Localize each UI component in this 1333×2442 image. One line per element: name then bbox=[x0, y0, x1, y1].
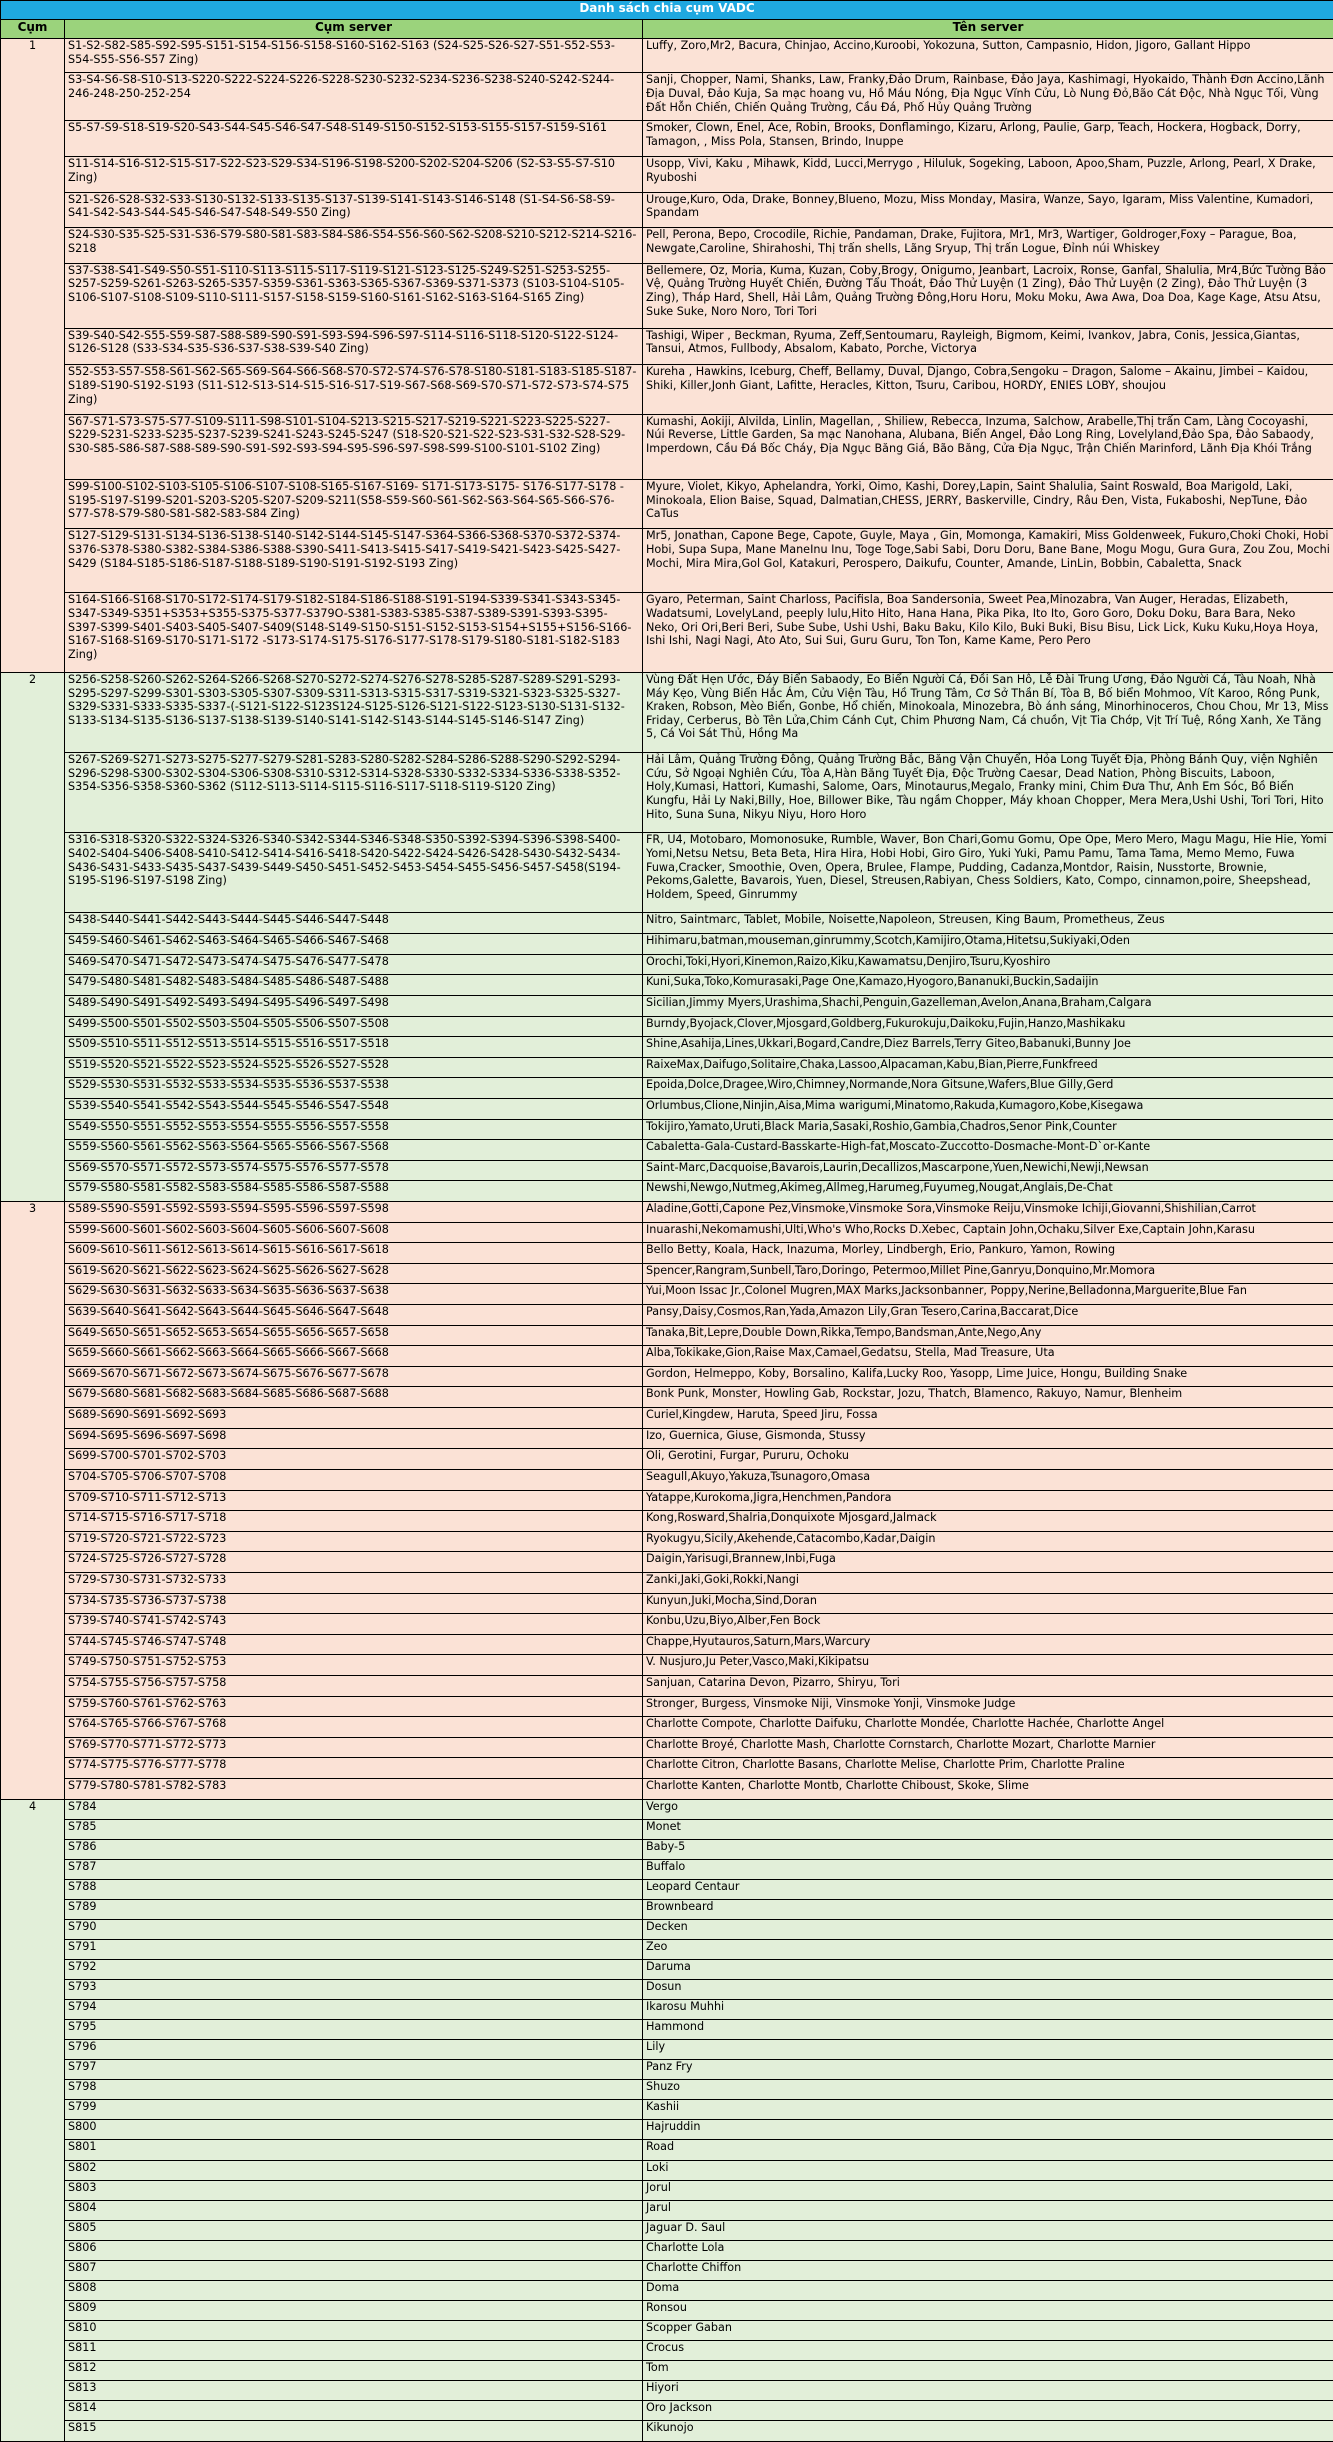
table-row bbox=[1, 2080, 1333, 2100]
server-name-cell: Hajruddin bbox=[643, 2120, 1333, 2140]
table-row bbox=[1, 365, 1333, 414]
table-row bbox=[1, 1016, 1333, 1037]
server-list-cell: S739-S740-S741-S742-S743 bbox=[65, 1614, 643, 1635]
server-list-cell: S814 bbox=[65, 2401, 643, 2421]
table-row bbox=[1, 753, 1333, 833]
server-name-cell: Burndy,Byojack,Clover,Mjosgard,Goldberg,Fukurokuju,Daikoku,Fujin,Hanzo,Mashikaku bbox=[643, 1016, 1333, 1037]
server-list-cell: S805 bbox=[65, 2220, 643, 2240]
header-row bbox=[1, 20, 1333, 39]
server-list-cell: S734-S735-S736-S737-S738 bbox=[65, 1593, 643, 1614]
server-list-cell: S719-S720-S721-S722-S723 bbox=[65, 1531, 643, 1552]
server-name-cell: Daigin,Yarisugi,Brannew,Inbi,Fuga bbox=[643, 1552, 1333, 1573]
server-name-cell: Hải Lâm, Quảng Trường Đông, Quảng Trường Bắc, Băng Vận Chuyển, Hỏa Long Tuyết Địa, Phòng Bánh Quy, viện Nghiên Cứu, Sở Ngoại Nghiên Cứu, Tòa A,Hàn Băng Tuyết Địa, Độc Trường Caesar, Dead Nation, Phòng Biscuits, Laboon, Holy,Kumasi, Hattori, Kumashi, Salome, Oars, Minotaurus,Megalo, Franky mini, Chim Đưa Thư, Anh Em Sóc, Bồ Biển Kungfu, Hải Ly Naki,Billy, Hoe, Billower Bike, Tàu ngầm Chopper, Máy khoan Chopper, Mera Mera,Ushi Ushi, Tori Tori, Hito Hito, Suna Suna, Nikyu Niyu, Horo Horo bbox=[643, 753, 1333, 833]
table-row bbox=[1, 328, 1333, 365]
server-list-cell: S5-S7-S9-S18-S19-S20-S43-S44-S45-S46-S47-S48-S149-S150-S152-S153-S155-S157-S159-S161 bbox=[65, 121, 643, 157]
server-name-cell: Charlotte Compote, Charlotte Daifuku, Charlotte Mondée, Charlotte Hachée, Charlotte Angel bbox=[643, 1717, 1333, 1738]
table-row bbox=[1, 2421, 1333, 2442]
server-list-cell: S3-S4-S6-S8-S10-S13-S220-S222-S224-S226-S228-S230-S232-S234-S236-S238-S240-S242-S244-246-248-250-252-254 bbox=[65, 73, 643, 121]
server-name-cell: Tom bbox=[643, 2360, 1333, 2380]
server-list-cell: S764-S765-S766-S767-S768 bbox=[65, 1717, 643, 1738]
server-list-cell: S694-S695-S696-S697-S698 bbox=[65, 1428, 643, 1449]
server-list-cell: S499-S500-S501-S502-S503-S504-S505-S506-S507-S508 bbox=[65, 1016, 643, 1037]
server-list-cell: S789 bbox=[65, 1899, 643, 1919]
table-row bbox=[1, 529, 1333, 593]
server-list-cell: S256-S258-S260-S262-S264-S266-S268-S270-S272-S274-S276-S278-S285-S287-S289-S291-S293-S295-S297-S299-S301-S303-S305-S307-S309-S311-S313-S315-S317-S319-S321-S323-S325-S327-S329-S331-S333-S335-S337-(-S121-S122-S123S124-S125-S126-S121-S122-S123-S130-S131-S132-S133-S134-S135-S136-S137-S138-S139-S140-S141-S142-S143-S144-S145-S146-S147 Zing) bbox=[65, 672, 643, 752]
server-name-cell: Ryokugyu,Sicily,Akehende,Catacombo,Kadar,Daigin bbox=[643, 1531, 1333, 1552]
server-list-cell: S589-S590-S591-S592-S593-S594-S595-S596-S597-S598 bbox=[65, 1201, 643, 1222]
server-list-cell: S793 bbox=[65, 1980, 643, 2000]
table-row bbox=[1, 1572, 1333, 1593]
table-row bbox=[1, 1758, 1333, 1779]
server-list-cell: S769-S770-S771-S772-S773 bbox=[65, 1737, 643, 1758]
server-list-cell: S539-S540-S541-S542-S543-S544-S545-S546-S547-S548 bbox=[65, 1098, 643, 1119]
server-name-cell: Kuni,Suka,Toko,Komurasaki,Page One,Kamazo,Hyogoro,Bananuki,Buckin,Sadaijin bbox=[643, 975, 1333, 996]
table-row bbox=[1, 2020, 1333, 2040]
table-row bbox=[1, 1655, 1333, 1676]
table-row bbox=[1, 2000, 1333, 2020]
server-list-cell: S809 bbox=[65, 2300, 643, 2320]
cluster-number: 4 bbox=[1, 1799, 65, 2441]
server-name-cell: Kikunojo bbox=[643, 2421, 1333, 2442]
table-row bbox=[1, 2320, 1333, 2340]
server-name-cell: Scopper Gaban bbox=[643, 2320, 1333, 2340]
table-row bbox=[1, 1919, 1333, 1939]
server-name-cell: Road bbox=[643, 2140, 1333, 2160]
table-row bbox=[1, 1222, 1333, 1243]
table-body bbox=[1, 39, 1333, 2442]
table-row bbox=[1, 1243, 1333, 1264]
table-row bbox=[1, 2060, 1333, 2080]
table-row bbox=[1, 1057, 1333, 1078]
server-name-cell: RaixeMax,Daifugo,Solitaire,Chaka,Lassoo,Alpacaman,Kabu,Bian,Pierre,Funkfreed bbox=[643, 1057, 1333, 1078]
table-row bbox=[1, 1511, 1333, 1532]
server-list-cell: S744-S745-S746-S747-S748 bbox=[65, 1634, 643, 1655]
server-list-cell: S800 bbox=[65, 2120, 643, 2140]
server-name-cell: Usopp, Vivi, Kaku , Mihawk, Kidd, Lucci,Merrygo , Hiluluk, Sogeking, Laboon, Apoo,Sham, Puzzle, Arlong, Pearl, X Drake, Ryuboshi bbox=[643, 156, 1333, 192]
server-name-cell: Shine,Asahija,Lines,Ukkari,Bogard,Candre,Diez Barrels,Terry Giteo,Babanuki,Bunny Joe bbox=[643, 1037, 1333, 1058]
server-name-cell: Dosun bbox=[643, 1980, 1333, 2000]
server-list-cell: S794 bbox=[65, 2000, 643, 2020]
table-row bbox=[1, 1614, 1333, 1635]
table-row bbox=[1, 2340, 1333, 2360]
table-row bbox=[1, 228, 1333, 264]
table-row bbox=[1, 1634, 1333, 1655]
server-name-cell: Kureha , Hawkins, Iceburg, Cheff, Bellamy, Duval, Django, Cobra,Sengoku – Dragon, Salome – Akainu, Jimbei – Kaidou, Shiki, Killer,Jonh Giant, Lafitte, Heracles, Kitton, Tsuru, Caribou, HORDY, ENIES LOBY, shoujou bbox=[643, 365, 1333, 414]
server-list-cell: S519-S520-S521-S522-S523-S524-S525-S526-S527-S528 bbox=[65, 1057, 643, 1078]
server-name-cell: Zanki,Jaki,Goki,Rokki,Nangi bbox=[643, 1572, 1333, 1593]
table-row bbox=[1, 1037, 1333, 1058]
server-list-cell: S801 bbox=[65, 2140, 643, 2160]
server-name-cell: Hammond bbox=[643, 2020, 1333, 2040]
server-list-cell: S639-S640-S641-S642-S643-S644-S645-S646-S647-S648 bbox=[65, 1305, 643, 1326]
server-list-cell: S529-S530-S531-S532-S533-S534-S535-S536-S537-S538 bbox=[65, 1078, 643, 1099]
server-name-cell: Sanji, Chopper, Nami, Shanks, Law, Franky,Đảo Drum, Rainbase, Đảo Jaya, Kashimagi, Hyokaido, Thành Đơn Accino,Lãnh Địa Duval, Đảo Kuja, Sa mạc hoang vu, Hồ Máu Nóng, Địa Ngục Vĩnh Cửu, Lò Nung Đỏ,Bão Cát Độc, Nhà Ngục Tối, Vùng Đất Hỗn Chiến, Chiến Quảng Trường, Cầu Đá, Phố Hủy Quảng Trường bbox=[643, 73, 1333, 121]
server-name-cell: Baby-5 bbox=[643, 1839, 1333, 1859]
server-list-cell: S599-S600-S601-S602-S603-S604-S605-S606-S607-S608 bbox=[65, 1222, 643, 1243]
server-name-cell: Shuzo bbox=[643, 2080, 1333, 2100]
server-name-cell: Tanaka,Bit,Lepre,Double Down,Rikka,Tempo,Bandsman,Ante,Nego,Any bbox=[643, 1325, 1333, 1346]
server-name-cell: Charlotte Chiffon bbox=[643, 2260, 1333, 2280]
server-list-cell: S569-S570-S571-S572-S573-S574-S575-S576-S577-S578 bbox=[65, 1160, 643, 1181]
table-row bbox=[1, 2260, 1333, 2280]
table-row bbox=[1, 1346, 1333, 1367]
server-name-cell: Kong,Rosward,Shalria,Donquixote Mjosgard,Jalmack bbox=[643, 1511, 1333, 1532]
table-row bbox=[1, 1408, 1333, 1429]
server-list-cell: S799 bbox=[65, 2100, 643, 2120]
server-name-cell: Inuarashi,Nekomamushi,Ulti,Who's Who,Rocks D.Xebec, Captain John,Ochaku,Silver Exe,Captain John,Karasu bbox=[643, 1222, 1333, 1243]
server-list-cell: S803 bbox=[65, 2180, 643, 2200]
server-name-cell: Vùng Đất Hẹn Ước, Đáy Biển Sabaody, Eo Biển Người Cá, Đồi San Hô, Lễ Đài Trung Ương, Đảo Người Cá, Tàu Noah, Nhà Máy Kẹo, Vùng Biển Hắc Ám, Cửu Viện Tàu, Hồ Trung Tâm, Cơ Sở Thần Bí, Tòa B, Bố biển Mohmoo, Vít Karoo, Rồng Punk, Kraken, Robson, Mèo Biển, Gonbe, Hổ chiến, Minokoala, Minozebra, Bò ánh sáng, Minorhinoceros, Chou Chou, Mr 13, Miss Friday, Cerberus, Bò Tên Lửa,Chim Cánh Cụt, Chim Phương Nam, Cá chuồn, Vịt Tia Chớp, Vịt Trí Tuệ, Rồng Xanh, Xe Tăng 5, Cá Voi Sát Thủ, Hồng Ma bbox=[643, 672, 1333, 752]
table-row bbox=[1, 2220, 1333, 2240]
table-row bbox=[1, 414, 1333, 479]
server-name-cell: Mr5, Jonathan, Capone Bege, Capote, Guyle, Maya , Gin, Momonga, Kamakiri, Miss Goldenweek, Fukuro,Choki Choki, Hobi Hobi, Supa Supa, Mane ManeInu Inu, Toge Toge,Sabi Sabi, Doru Doru, Bane Bane, Mogu Mogu, Gura Gura, Zou Zou, Mochi Mochi, Mira Mira,Gol Gol, Katakuri, Perospero, Daikufu, Counter, Amande, LinLin, Bobbin, Cabaletta, Snack bbox=[643, 529, 1333, 593]
server-list-cell: S812 bbox=[65, 2360, 643, 2380]
server-name-cell: Seagull,Akuyo,Yakuza,Tsunagoro,Omasa bbox=[643, 1469, 1333, 1490]
table-row bbox=[1, 1305, 1333, 1326]
server-name-cell: Vergo bbox=[643, 1799, 1333, 1819]
table-row bbox=[1, 593, 1333, 672]
server-name-cell: Charlotte Citron, Charlotte Basans, Charlotte Melise, Charlotte Prim, Charlotte Praline bbox=[643, 1758, 1333, 1779]
server-list-cell: S811 bbox=[65, 2340, 643, 2360]
header-server: Cụm server bbox=[65, 20, 643, 39]
server-name-cell: Orlumbus,Clione,Ninjin,Aisa,Mima warigumi,Minatomo,Rakuda,Kumagoro,Kobe,Kisegawa bbox=[643, 1098, 1333, 1119]
table-row bbox=[1, 1676, 1333, 1697]
table-row bbox=[1, 2120, 1333, 2140]
server-name-cell: Sicilian,Jimmy Myers,Urashima,Shachi,Penguin,Gazelleman,Avelon,Anana,Braham,Calgara bbox=[643, 995, 1333, 1016]
table-row bbox=[1, 1839, 1333, 1859]
server-name-cell: Loki bbox=[643, 2160, 1333, 2180]
server-list-cell: S629-S630-S631-S632-S633-S634-S635-S636-S637-S638 bbox=[65, 1284, 643, 1305]
table-row bbox=[1, 1140, 1333, 1161]
server-list-cell: S798 bbox=[65, 2080, 643, 2100]
title-row bbox=[1, 1, 1333, 20]
server-list-cell: S797 bbox=[65, 2060, 643, 2080]
server-list-cell: S810 bbox=[65, 2320, 643, 2340]
server-list-cell: S67-S71-S73-S75-S77-S109-S111-S98-S101-S104-S213-S215-S217-S219-S221-S223-S225-S227-S229-S231-S233-S235-S237-S239-S241-S243-S245-S247 (S18-S20-S21-S22-S23-S31-S32-S28-S29-S30-S85-S86-S87-S88-S89-S90-S91-S92-S93-S94-S95-S96-S97-S98-S99-S100-S101-S102 Zing) bbox=[65, 414, 643, 479]
table-row bbox=[1, 954, 1333, 975]
table-row bbox=[1, 995, 1333, 1016]
server-name-cell: Ronsou bbox=[643, 2300, 1333, 2320]
server-list-cell: S549-S550-S551-S552-S553-S554-S555-S556-S557-S558 bbox=[65, 1119, 643, 1140]
server-name-cell: Yatappe,Kurokoma,Jigra,Henchmen,Pandora bbox=[643, 1490, 1333, 1511]
server-list-cell: S813 bbox=[65, 2381, 643, 2401]
table-row bbox=[1, 1737, 1333, 1758]
server-list-cell: S37-S38-S41-S49-S50-S51-S110-S113-S115-S117-S119-S121-S123-S125-S249-S251-S253-S255-S257-S259-S261-S263-S265-S357-S359-S361-S363-S365-S367-S369-S371-S373 (S103-S104-S105-S106-S107-S108-S109-S110-S111-S157-S158-S159-S160-S161-S162-S163-S164-S165 Zing) bbox=[65, 263, 643, 328]
table-row bbox=[1, 2100, 1333, 2120]
server-name-cell: Gyaro, Peterman, Saint Charloss, Pacifisla, Boa Sandersonia, Sweet Pea,Minozabra, Van Auger, Heradas, Elizabeth, Wadatsumi, LovelyLand, peeply lulu,Hito Hito, Hana Hana, Pika Pika, Ito Ito, Goro Goro, Doku Doku, Bara Bara, Neko Neko, Ori Ori,Beri Beri, Sube Sube, Ushi Ushi, Baku Baku, Kilo Kilo, Buki Buki, Bisu Bisu, Lick Lick, Kuku Kuku,Hoya Hoya, Ishi Ishi, Nagi Nagi, Ato Ato, Sui Sui, Guru Guru, Ton Ton, Kame Kame, Pero Pero bbox=[643, 593, 1333, 672]
server-name-cell: Hiyori bbox=[643, 2381, 1333, 2401]
table-row bbox=[1, 2200, 1333, 2220]
server-name-cell: Spencer,Rangram,Sunbell,Taro,Doringo, Petermoo,Millet Pine,Ganryu,Donquino,Mr.Momora bbox=[643, 1263, 1333, 1284]
server-name-cell: Aladine,Gotti,Capone Pez,Vinsmoke,Vinsmoke Sora,Vinsmoke Reiju,Vinsmoke Ichiji,Giovanni,Shishilian,Carrot bbox=[643, 1201, 1333, 1222]
server-name-cell: Ikarosu Muhhi bbox=[643, 2000, 1333, 2020]
server-name-cell: Cabaletta-Gala-Custard-Basskarte-High-fat,Moscato-Zuccotto-Dosmache-Mont-D`or-Kante bbox=[643, 1140, 1333, 1161]
table-row bbox=[1, 1779, 1333, 1800]
server-name-cell: Bonk Punk, Monster, Howling Gab, Rockstar, Jozu, Thatch, Blamenco, Rakuyo, Namur, Blenheim bbox=[643, 1387, 1333, 1408]
server-name-cell: V. Nusjuro,Ju Peter,Vasco,Maki,Kikipatsu bbox=[643, 1655, 1333, 1676]
server-list-cell: S788 bbox=[65, 1879, 643, 1899]
server-list-cell: S792 bbox=[65, 1960, 643, 1980]
server-name-cell: Lily bbox=[643, 2040, 1333, 2060]
table-row bbox=[1, 934, 1333, 955]
table-row bbox=[1, 1552, 1333, 1573]
server-list-cell: S609-S610-S611-S612-S613-S614-S615-S616-S617-S618 bbox=[65, 1243, 643, 1264]
server-name-cell: Urouge,Kuro, Oda, Drake, Bonney,Blueno, Mozu, Miss Monday, Masira, Wanze, Sayo, Igaram, Miss Valentine, Kumadori, Spandam bbox=[643, 192, 1333, 228]
server-list-cell: S509-S510-S511-S512-S513-S514-S515-S516-S517-S518 bbox=[65, 1037, 643, 1058]
server-list-cell: S786 bbox=[65, 1839, 643, 1859]
server-name-cell: Izo, Guernica, Giuse, Gismonda, Stussy bbox=[643, 1428, 1333, 1449]
table-row bbox=[1, 2040, 1333, 2060]
server-name-cell: Orochi,Toki,Hyori,Kinemon,Raizo,Kiku,Kawamatsu,Denjiro,Tsuru,Kyoshiro bbox=[643, 954, 1333, 975]
table-row bbox=[1, 1387, 1333, 1408]
table-row bbox=[1, 2160, 1333, 2180]
table-row bbox=[1, 1263, 1333, 1284]
table-row bbox=[1, 1469, 1333, 1490]
server-list-cell: S804 bbox=[65, 2200, 643, 2220]
server-list-cell: S795 bbox=[65, 2020, 643, 2040]
table-row bbox=[1, 975, 1333, 996]
server-name-cell: Charlotte Lola bbox=[643, 2240, 1333, 2260]
table-row bbox=[1, 2240, 1333, 2260]
table-row bbox=[1, 1284, 1333, 1305]
server-name-cell: Leopard Centaur bbox=[643, 1879, 1333, 1899]
server-name-cell: Charlotte Broyé, Charlotte Mash, Charlotte Cornstarch, Charlotte Mozart, Charlotte Marnier bbox=[643, 1737, 1333, 1758]
server-name-cell: Pansy,Daisy,Cosmos,Ran,Yada,Amazon Lily,Gran Tesero,Carina,Baccarat,Dice bbox=[643, 1305, 1333, 1326]
table-row bbox=[1, 1980, 1333, 2000]
server-name-cell: Crocus bbox=[643, 2340, 1333, 2360]
server-list-cell: S754-S755-S756-S757-S758 bbox=[65, 1676, 643, 1697]
server-name-cell: Buffalo bbox=[643, 1859, 1333, 1879]
server-name-cell: Oro Jackson bbox=[643, 2401, 1333, 2421]
server-list-cell: S759-S760-S761-S762-S763 bbox=[65, 1696, 643, 1717]
server-name-cell: Kumashi, Aokiji, Alvilda, Linlin, Magellan, , Shiliew, Rebecca, Inzuma, Salchow, Arabelle,Thị trấn Cam, Làng Cocoyashi, Núi Reverse, Little Garden, Sa mạc Nanohana, Alubana, Biển Angel, Đảo Long Ring, Lovelyland,Đảo Spa, Đảo Sabaody, Imperdown, Cầu Đá Bốc Cháy, Địa Ngục Băng Giá, Bão Băng, Cửa Địa Ngục, Trận Chiến Marinford, Lãnh Địa Khói Trắng bbox=[643, 414, 1333, 479]
server-name-cell: Luffy, Zoro,Mr2, Bacura, Chinjao, Accino,Kuroobi, Yokozuna, Sutton, Campasnio, Hidon, Jigoro, Gallant Hippo bbox=[643, 39, 1333, 73]
table-row bbox=[1, 672, 1333, 752]
header-cum: Cụm bbox=[1, 20, 65, 39]
table-row bbox=[1, 1160, 1333, 1181]
server-name-cell: Yui,Moon Issac Jr.,Colonel Mugren,MAX Marks,Jacksonbanner, Poppy,Nerine,Belladonna,Marguerite,Blue Fan bbox=[643, 1284, 1333, 1305]
server-list-cell: S815 bbox=[65, 2421, 643, 2442]
server-name-cell: FR, U4, Motobaro, Momonosuke, Rumble, Waver, Bon Chari,Gomu Gomu, Ope Ope, Mero Mero, Magu Magu, Hie Hie, Yomi Yomi,Netsu Netsu, Beta Beta, Hira Hira, Hobi Hobi, Giro Giro, Yuki Yuki, Pamu Pamu, Tama Tama, Memo Memo, Fuwa Fuwa,Cracker, Smoothie, Oven, Opera, Brulee, Flampe, Pudding, Cadanza,Montdor, Raisin, Nusstorte, Brownie, Pekoms,Galette, Bavarois, Yuen, Diesel, Streusen,Rabiyan, Chess Soldiers, Kato, Compo, cinnamon,poire, Sheepshead, Holdem, Speed, Ginrummy bbox=[643, 833, 1333, 913]
server-list-cell: S729-S730-S731-S732-S733 bbox=[65, 1572, 643, 1593]
cluster-number: 3 bbox=[1, 1201, 65, 1799]
server-list-cell: S52-S53-S57-S58-S61-S62-S65-S69-S64-S66-S68-S70-S72-S74-S76-S78-S180-S181-S183-S185-S187-S189-S190-S192-S193 (S11-S12-S13-S14-S15-S16-S17-S19-S67-S68-S69-S70-S71-S72-S73-S74-S75 Zing) bbox=[65, 365, 643, 414]
table-row bbox=[1, 1201, 1333, 1222]
server-list-cell: S127-S129-S131-S134-S136-S138-S140-S142-S144-S145-S147-S364-S366-S368-S370-S372-S374-S376-S378-S380-S382-S384-S386-S388-S390-S411-S413-S415-S417-S419-S421-S423-S425-S427-S429 (S184-S185-S186-S187-S188-S189-S190-S191-S192-S193 Zing) bbox=[65, 529, 643, 593]
table-row bbox=[1, 480, 1333, 529]
server-name-cell: Brownbeard bbox=[643, 1899, 1333, 1919]
table-row bbox=[1, 2401, 1333, 2421]
table-row bbox=[1, 1325, 1333, 1346]
server-list-cell: S39-S40-S42-S55-S59-S87-S88-S89-S90-S91-S93-S94-S96-S97-S114-S116-S118-S120-S122-S124-S126-S128 (S33-S34-S35-S36-S37-S38-S39-S40 Zing) bbox=[65, 328, 643, 365]
table-row bbox=[1, 1449, 1333, 1470]
table-row bbox=[1, 2280, 1333, 2300]
table-row bbox=[1, 1717, 1333, 1738]
server-name-cell: Jarul bbox=[643, 2200, 1333, 2220]
server-list-cell: S784 bbox=[65, 1799, 643, 1819]
table-row bbox=[1, 263, 1333, 328]
server-list-cell: S709-S710-S711-S712-S713 bbox=[65, 1490, 643, 1511]
server-list-cell: S790 bbox=[65, 1919, 643, 1939]
table-row bbox=[1, 1879, 1333, 1899]
server-list-cell: S21-S26-S28-S32-S33-S130-S132-S133-S135-S137-S139-S141-S143-S146-S148 (S1-S4-S6-S8-S9-S41-S42-S43-S44-S45-S46-S47-S48-S49-S50 Zing) bbox=[65, 192, 643, 228]
server-list-cell: S489-S490-S491-S492-S493-S494-S495-S496-S497-S498 bbox=[65, 995, 643, 1016]
server-name-cell: Doma bbox=[643, 2280, 1333, 2300]
table-row bbox=[1, 39, 1333, 73]
server-name-cell: Chappe,Hyutauros,Saturn,Mars,Warcury bbox=[643, 1634, 1333, 1655]
server-name-cell: Alba,Tokikake,Gion,Raise Max,Camael,Gedatsu, Stella, Mad Treasure, Uta bbox=[643, 1346, 1333, 1367]
table-row bbox=[1, 121, 1333, 157]
server-list-cell: S774-S775-S776-S777-S778 bbox=[65, 1758, 643, 1779]
table-row bbox=[1, 1078, 1333, 1099]
table-row bbox=[1, 1819, 1333, 1839]
server-list-cell: S785 bbox=[65, 1819, 643, 1839]
server-list-cell: S714-S715-S716-S717-S718 bbox=[65, 1511, 643, 1532]
table-row bbox=[1, 2140, 1333, 2160]
server-list-cell: S619-S620-S621-S622-S623-S624-S625-S626-S627-S628 bbox=[65, 1263, 643, 1284]
server-list-cell: S267-S269-S271-S273-S275-S277-S279-S281-S283-S280-S282-S284-S286-S288-S290-S292-S294-S296-S298-S300-S302-S304-S306-S308-S310-S312-S314-S328-S330-S332-S334-S336-S338-S352-S354-S356-S358-S360-S362 (S112-S113-S114-S115-S116-S117-S118-S119-S120 Zing) bbox=[65, 753, 643, 833]
cluster-number: 2 bbox=[1, 672, 65, 1201]
cluster-number: 1 bbox=[1, 39, 65, 673]
server-list-cell: S659-S660-S661-S662-S663-S664-S665-S666-S667-S668 bbox=[65, 1346, 643, 1367]
table-row bbox=[1, 1939, 1333, 1959]
server-name-cell: Jaguar D. Saul bbox=[643, 2220, 1333, 2240]
server-list-cell: S749-S750-S751-S752-S753 bbox=[65, 1655, 643, 1676]
server-name-cell: Zeo bbox=[643, 1939, 1333, 1959]
server-name-cell: Sanjuan, Catarina Devon, Pizarro, Shiryu, Tori bbox=[643, 1676, 1333, 1697]
server-name-cell: Stronger, Burgess, Vinsmoke Niji, Vinsmoke Yonji, Vinsmoke Judge bbox=[643, 1696, 1333, 1717]
server-list-cell: S1-S2-S82-S85-S92-S95-S151-S154-S156-S158-S160-S162-S163 (S24-S25-S26-S27-S51-S52-S53-S54-S55-S56-S57 Zing) bbox=[65, 39, 643, 73]
server-list-cell: S808 bbox=[65, 2280, 643, 2300]
table-row bbox=[1, 1696, 1333, 1717]
table-row bbox=[1, 2360, 1333, 2380]
server-name-cell: Myure, Violet, Kikyo, Aphelandra, Yorki, Oimo, Kashi, Dorey,Lapin, Saint Shalulia, Saint Roswald, Boa Marigold, Laki, Minokoala, Elion Baise, Squad, Dalmatian,CHESS, JERRY, Baskerville, Cindry, Râu Đen, Vista, Fukaboshi, NepTune, Đảo CaTus bbox=[643, 480, 1333, 529]
table-row bbox=[1, 1531, 1333, 1552]
table-row bbox=[1, 2381, 1333, 2401]
server-list-cell: S807 bbox=[65, 2260, 643, 2280]
server-name-cell: Newshi,Newgo,Nutmeg,Akimeg,Allmeg,Harumeg,Fuyumeg,Nougat,Anglais,De-Chat bbox=[643, 1181, 1333, 1202]
server-list-cell: S806 bbox=[65, 2240, 643, 2260]
server-name-cell: Saint-Marc,Dacquoise,Bavarois,Laurin,Decallizos,Mascarpone,Yuen,Newichi,Newji,Newsan bbox=[643, 1160, 1333, 1181]
table-row bbox=[1, 1899, 1333, 1919]
server-name-cell: Hihimaru,batman,mouseman,ginrummy,Scotch,Kamijiro,Otama,Hitetsu,Sukiyaki,Oden bbox=[643, 934, 1333, 955]
server-list-cell: S316-S318-S320-S322-S324-S326-S340-S342-S344-S346-S348-S350-S392-S394-S396-S398-S400-S402-S404-S406-S408-S410-S412-S414-S416-S418-S420-S422-S424-S426-S428-S430-S432-S434-S436-S431-S433-S435-S437-S439-S449-S450-S451-S452-S453-S454-S455-S456-S457-S458(S194-S195-S196-S197-S198 Zing) bbox=[65, 833, 643, 913]
server-name-cell: Tashigi, Wiper , Beckman, Ryuma, Zeff,Sentoumaru, Rayleigh, Bigmom, Keimi, Ivankov, Jabra, Conis, Jessica,Giantas, Tansui, Atmos, Fullbody, Absalom, Kabato, Porche, Victorya bbox=[643, 328, 1333, 365]
table-row bbox=[1, 2180, 1333, 2200]
table-row bbox=[1, 1799, 1333, 1819]
server-list-cell: S704-S705-S706-S707-S708 bbox=[65, 1469, 643, 1490]
server-list-cell: S689-S690-S691-S692-S693 bbox=[65, 1408, 643, 1429]
server-name-cell: Decken bbox=[643, 1919, 1333, 1939]
table-row bbox=[1, 1366, 1333, 1387]
table-row bbox=[1, 2300, 1333, 2320]
server-name-cell: Bello Betty, Koala, Hack, Inazuma, Morley, Lindbergh, Erio, Pankuro, Yamon, Rowing bbox=[643, 1243, 1333, 1264]
server-list-cell: S802 bbox=[65, 2160, 643, 2180]
table-row bbox=[1, 156, 1333, 192]
server-list-cell: S559-S560-S561-S562-S563-S564-S565-S566-S567-S568 bbox=[65, 1140, 643, 1161]
table-row bbox=[1, 913, 1333, 934]
server-list-cell: S679-S680-S681-S682-S683-S684-S685-S686-S687-S688 bbox=[65, 1387, 643, 1408]
server-name-cell: Nitro, Saintmarc, Tablet, Mobile, Noisette,Napoleon, Streusen, King Baum, Prometheus, Zeus bbox=[643, 913, 1333, 934]
server-list-cell: S791 bbox=[65, 1939, 643, 1959]
header-ten: Tên server bbox=[643, 20, 1333, 39]
table-row bbox=[1, 73, 1333, 121]
server-list-cell: S579-S580-S581-S582-S583-S584-S585-S586-S587-S588 bbox=[65, 1181, 643, 1202]
server-list-cell: S649-S650-S651-S652-S653-S654-S655-S656-S657-S658 bbox=[65, 1325, 643, 1346]
server-list-cell: S11-S14-S16-S12-S15-S17-S22-S23-S29-S34-S196-S198-S200-S202-S204-S206 (S2-S3-S5-S7-S10 Zing) bbox=[65, 156, 643, 192]
server-name-cell: Gordon, Helmeppo, Koby, Borsalino, Kalifa,Lucky Roo, Yasopp, Lime Juice, Hongu, Building Snake bbox=[643, 1366, 1333, 1387]
table-title: Danh sách chia cụm VADC bbox=[1, 1, 1333, 20]
server-name-cell: Pell, Perona, Bepo, Crocodile, Richie, Pandaman, Drake, Fujitora, Mr1, Mr3, Wartiger, Goldroger,Foxy – Parague, Boa, Newgate,Caroline, Shirahoshi, Thị trấn shells, Lãng Sryup, Thị trấn Logue, Đỉnh núi Whiskey bbox=[643, 228, 1333, 264]
table-row bbox=[1, 1428, 1333, 1449]
server-name-cell: Jorul bbox=[643, 2180, 1333, 2200]
server-list-cell: S479-S480-S481-S482-S483-S484-S485-S486-S487-S488 bbox=[65, 975, 643, 996]
table-row bbox=[1, 1119, 1333, 1140]
server-name-cell: Panz Fry bbox=[643, 2060, 1333, 2080]
table-row bbox=[1, 1181, 1333, 1202]
server-list-cell: S459-S460-S461-S462-S463-S464-S465-S466-S467-S468 bbox=[65, 934, 643, 955]
server-name-cell: Daruma bbox=[643, 1960, 1333, 1980]
server-list-cell: S164-S166-S168-S170-S172-S174-S179-S182-S184-S186-S188-S191-S194-S339-S341-S343-S345-S347-S349-S351+S353+S355-S375-S377-S379O-S381-S383-S385-S387-S389-S391-S393-S395-S397-S399-S401-S403-S405-S407-S409(S148-S149-S150-S151-S152-S153-S154+S155+S156-S166-S167-S168-S169-S170-S171-S172 -S173-S174-S175-S176-S177-S178-S179-S180-S181-S182-S183 Zing) bbox=[65, 593, 643, 672]
server-name-cell: Kunyun,Juki,Mocha,Sind,Doran bbox=[643, 1593, 1333, 1614]
table-row bbox=[1, 192, 1333, 228]
server-name-cell: Oli, Gerotini, Furgar, Pururu, Ochoku bbox=[643, 1449, 1333, 1470]
server-list-cell: S796 bbox=[65, 2040, 643, 2060]
table-row bbox=[1, 1960, 1333, 1980]
server-name-cell: Bellemere, Oz, Moria, Kuma, Kuzan, Coby,Brogy, Onigumo, Jeanbart, Lacroix, Ronse, Ganfal, Shalulia, Mr4,Bức Tường Bảo Vệ, Quảng Trường Huyết Chiến, Đường Tẩu Thoát, Đảo Thử Luyện (1 Zing), Đảo Thử Luyện (2 Zing), Đảo Thử Luyện (3 Zing), Tháp Hard, Shell, Hải Lâm, Quảng Trường Đông,Horu Horu, Moku Moku, Awa Awa, Doa Doa, Kage Kage, Atsu Atsu, Suke Suke, Noro Noro, Tori Tori bbox=[643, 263, 1333, 328]
server-list-cell: S724-S725-S726-S727-S728 bbox=[65, 1552, 643, 1573]
server-list-cell: S669-S670-S671-S672-S673-S674-S675-S676-S677-S678 bbox=[65, 1366, 643, 1387]
server-list-cell: S787 bbox=[65, 1859, 643, 1879]
server-list-cell: S469-S470-S471-S472-S473-S474-S475-S476-S477-S478 bbox=[65, 954, 643, 975]
server-list-cell: S779-S780-S781-S782-S783 bbox=[65, 1779, 643, 1800]
server-name-cell: Tokijiro,Yamato,Uruti,Black Maria,Sasaki,Roshio,Gambia,Chadros,Senor Pink,Counter bbox=[643, 1119, 1333, 1140]
server-name-cell: Epoida,Dolce,Dragee,Wiro,Chimney,Normande,Nora Gitsune,Wafers,Blue Gilly,Gerd bbox=[643, 1078, 1333, 1099]
server-name-cell: Smoker, Clown, Enel, Ace, Robin, Brooks, Donflamingo, Kizaru, Arlong, Paulie, Garp, Teach, Hockera, Hogback, Dorry, Tamagon, , Miss Pola, Stansen, Brindo, Inuppe bbox=[643, 121, 1333, 157]
server-name-cell: Charlotte Kanten, Charlotte Montb, Charlotte Chiboust, Skoke, Slime bbox=[643, 1779, 1333, 1800]
server-list-cell: S24-S30-S35-S25-S31-S36-S79-S80-S81-S83-S84-S86-S54-S56-S60-S62-S208-S210-S212-S214-S216-S218 bbox=[65, 228, 643, 264]
server-list-cell: S438-S440-S441-S442-S443-S444-S445-S446-S447-S448 bbox=[65, 913, 643, 934]
server-name-cell: Monet bbox=[643, 1819, 1333, 1839]
server-name-cell: Curiel,Kingdew, Haruta, Speed Jiru, Fossa bbox=[643, 1408, 1333, 1429]
table-row bbox=[1, 1098, 1333, 1119]
table-row bbox=[1, 833, 1333, 913]
table-row bbox=[1, 1859, 1333, 1879]
server-name-cell: Konbu,Uzu,Biyo,Alber,Fen Bock bbox=[643, 1614, 1333, 1635]
server-list-cell: S99-S100-S102-S103-S105-S106-S107-S108-S165-S167-S169- S171-S173-S175- S176-S177-S178 -S195-S197-S199-S201-S203-S205-S207-S209-S211(S58-S59-S60-S61-S62-S63-S64-S65-S66-S76-S77-S78-S79-S80-S81-S82-S83-S84 Zing) bbox=[65, 480, 643, 529]
server-name-cell: Kashii bbox=[643, 2100, 1333, 2120]
server-list-cell: S699-S700-S701-S702-S703 bbox=[65, 1449, 643, 1470]
table-row bbox=[1, 1490, 1333, 1511]
table-row bbox=[1, 1593, 1333, 1614]
